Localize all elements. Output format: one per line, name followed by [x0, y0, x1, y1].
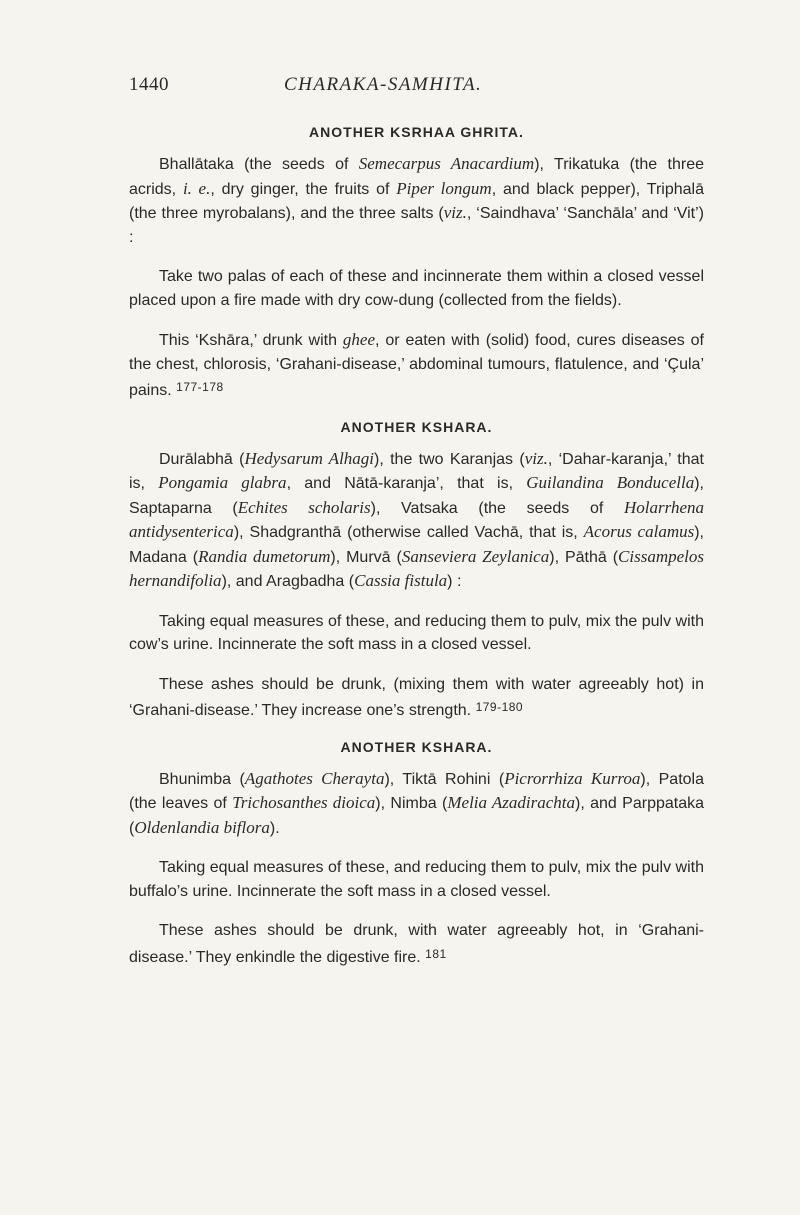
italic-term: Holarrhena antidysenterica [129, 497, 704, 541]
italic-term: viz. [524, 448, 548, 468]
italic-term: ghee [342, 330, 375, 349]
page-header [129, 74, 704, 104]
italic-term: Oldenlandia biflora [134, 817, 270, 837]
italic-term: Melia Azadirachta [447, 793, 575, 812]
text-run: ), Tiktā Rohini ( [384, 770, 505, 788]
text-run: ), Patola (the leaves of [129, 770, 704, 812]
section-heading: ANOTHER KSHARA. [340, 418, 493, 435]
italic-term: Pongamia glabra [158, 473, 287, 492]
text-run: , ‘Dahar-karanja,’ that is, [129, 450, 704, 492]
recipe-section [129, 739, 704, 970]
italic-term: Randia dumetorum [198, 546, 331, 566]
italic-term: Sanseviera Zeylanica [401, 546, 550, 566]
italic-term: Guilandina Bonducella [526, 473, 695, 492]
text-run: Taking equal measures of these, and reducing them to pulv, mix the pulv with buffalo’s urine. Incinnerate the soft mass in a closed vessel. [129, 859, 704, 900]
text-run: Durālabhā ( [159, 450, 245, 468]
text-run: These ashes should be drunk, with water agreeably hot, in ‘Grahani-disease.’ They enkindle the digestive fire. [129, 922, 704, 966]
italic-term: Picrorrhiza Kurroa [504, 768, 641, 788]
paragraph [129, 328, 704, 403]
verse-reference: 181 [425, 946, 447, 961]
text-run: ), Saptaparna ( [129, 475, 704, 517]
italic-term: Trichosanthes dioica [232, 793, 376, 812]
paragraph [129, 265, 704, 312]
paragraph [129, 919, 704, 969]
paragraph [129, 447, 704, 594]
italic-term: Semecarpus Anacardium [358, 154, 535, 173]
text-run: ), Shadgranthā (otherwise called Vachā, that is, [233, 524, 584, 541]
italic-term: viz. [443, 203, 467, 222]
text-run: Bhunimba ( [159, 770, 245, 788]
text-run: ), Nimba ( [375, 795, 448, 812]
paragraph [129, 673, 704, 723]
text-run: ) : [447, 573, 462, 590]
text-run: ), Murvā ( [330, 548, 402, 566]
paragraph [129, 152, 704, 249]
text-run: Take two palas of each of these and incinnerate them within a closed vessel placed upon a fire made with dry cow-dung (collected from the fields). [129, 268, 704, 309]
text-run: , or eaten with (solid) food, cures diseases of the chest, chlorosis, ‘Grahani-disease,’ abdominal tumours, flatulence, and ‘Çula’ pains. [129, 332, 705, 399]
text-run: Taking equal measures of these, and reducing them to pulv, mix the pulv with cow’s urine. Incinnerate the soft mass in a closed vessel. [129, 612, 704, 653]
text-run: ), Vatsaka (the seeds of [370, 499, 625, 517]
italic-term: Hedysarum Alhagi [244, 448, 375, 468]
paragraph [129, 856, 704, 903]
text-run: ), Trikatuka (the three acrids, [129, 156, 704, 198]
text-run: , ‘Saindhava’ ‘Sanchāla’ and ‘Vit’) : [129, 205, 705, 246]
recipe-section [129, 124, 704, 403]
text-run: ), the two Karanjas ( [374, 450, 525, 468]
text-run: ), and Parppataka ( [129, 795, 705, 837]
verse-reference: 177-178 [176, 380, 224, 394]
section-heading: ANOTHER KSHARA. [340, 738, 493, 755]
page-body [129, 120, 704, 985]
italic-term: Cissampelos hernandifolia [129, 546, 705, 590]
text-run: These ashes should be drunk, (mixing them with water agreeably hot) in ‘Grahani-disease.’ They increase one’s strength. [129, 675, 704, 719]
section-heading: ANOTHER KSRHAA GHRITA. [309, 124, 524, 140]
text-run: ), and Aragbadha ( [221, 573, 355, 590]
italic-term: Acorus calamus [583, 522, 695, 541]
italic-term: Agathotes Cherayta [244, 768, 385, 788]
text-run: , and Nātā-karanja’, that is, [286, 475, 527, 492]
text-run: ), Madana ( [129, 524, 704, 566]
text-run: ), Pāthā ( [549, 548, 619, 566]
italic-term: i. e. [182, 178, 211, 198]
italic-term: Piper longum [396, 178, 492, 198]
page-number: 1440 [129, 74, 169, 95]
text-run: ). [269, 819, 280, 837]
paragraph [129, 610, 704, 657]
text-run: , and black pepper), Triphalā (the three myrobalans), and the three salts ( [129, 180, 704, 222]
recipe-section [129, 419, 704, 723]
italic-term: Cassia fistula [354, 571, 448, 590]
text-run: This ‘Kshāra,’ drunk with [159, 332, 343, 349]
italic-term: Echites scholaris [237, 497, 371, 517]
paragraph [129, 767, 704, 841]
running-title: CHARAKA-SAMHITA. [284, 74, 483, 95]
text-run: , dry ginger, the fruits of [210, 180, 397, 198]
verse-reference: 179-180 [475, 700, 524, 714]
text-run: Bhallātaka (the seeds of [159, 156, 359, 173]
